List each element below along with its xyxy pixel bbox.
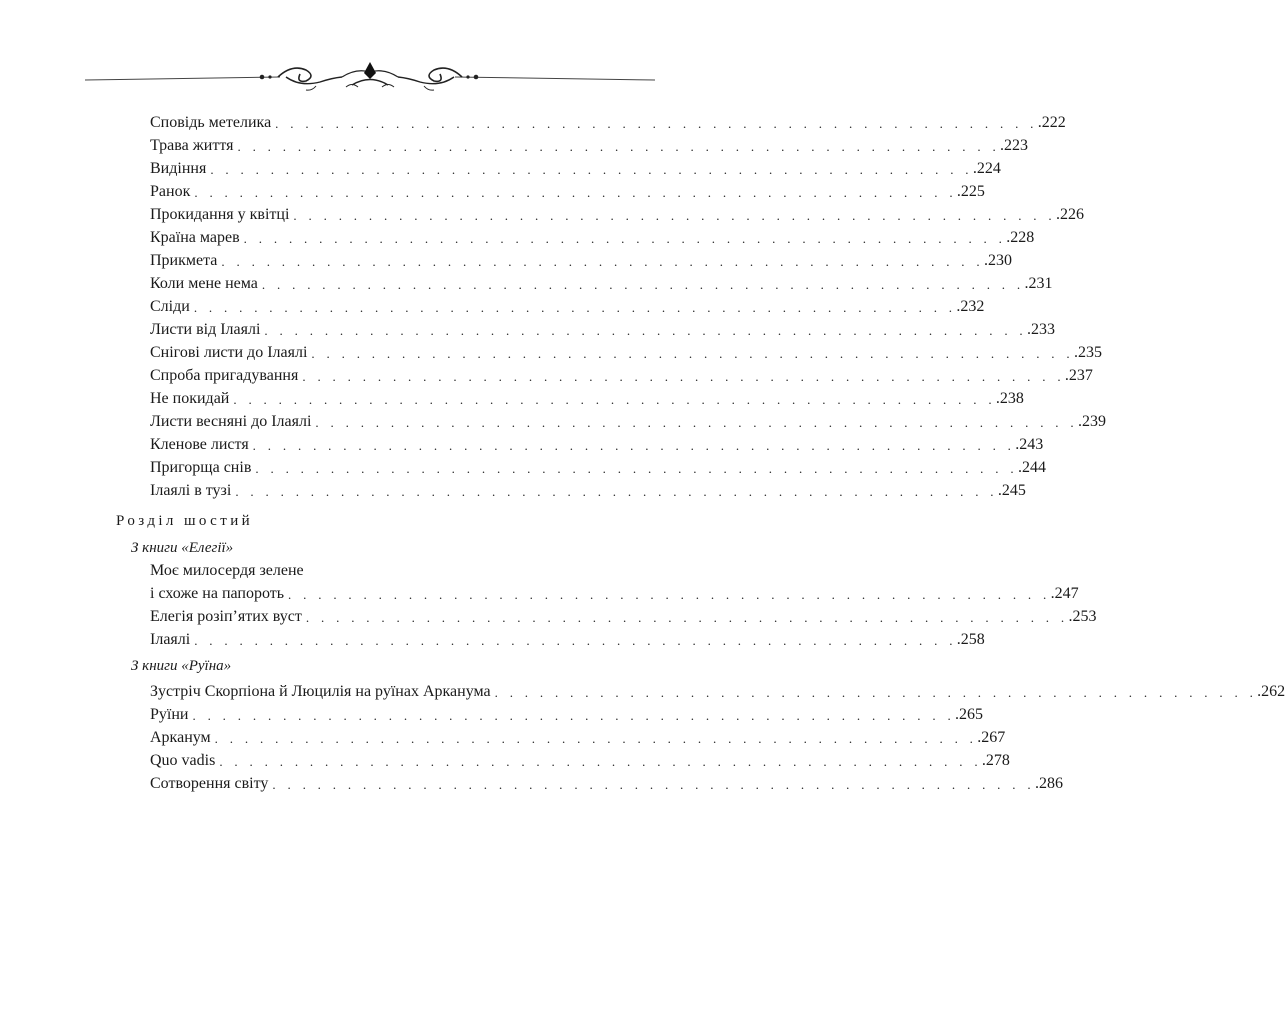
page-number: .225 xyxy=(956,183,985,200)
subsection-heading: З книги «Руїна» xyxy=(131,658,232,674)
entry-title: Ілаялі в тузі xyxy=(150,482,232,499)
page-number: .224 xyxy=(972,160,1001,177)
dot-leader: . . . . . . . . . . . . . . . . . . . . . . . . . . . . . . . . . . . . . . . . . . . . . . . . . . . xyxy=(255,461,1018,476)
dot-leader: . . . . . . . . . . . . . . . . . . . . . . . . . . . . . . . . . . . . . . . . . . . . . . . . . . . xyxy=(261,277,1025,292)
toc-entry xyxy=(150,581,1079,604)
entry-title: Коли мене нема xyxy=(150,275,258,292)
toc-entry xyxy=(150,363,1093,386)
page-number: .258 xyxy=(956,631,985,648)
entry-title-line: Моє милосердя зелене xyxy=(150,562,304,579)
toc-entry xyxy=(150,225,1035,248)
page-number: .226 xyxy=(1055,206,1084,223)
subsection-heading: З книги «Елегії» xyxy=(131,540,234,556)
dot-leader: . . . . . . . . . . . . . . . . . . . . . . . . . . . . . . . . . . . . . . . . . . . . . . . . . . . xyxy=(305,610,1069,625)
dot-leader: . . . . . . . . . . . . . . . . . . . . . . . . . . . . . . . . . . . . . . . . . . . . . . . . . . . xyxy=(272,777,1035,792)
dot-leader: . . . . . . . . . . . . . . . . . . . . . . . . . . . . . . . . . . . . . . . . . . . . . . . . . . . xyxy=(252,438,1016,453)
page-number: .267 xyxy=(977,729,1006,746)
toc-entry xyxy=(150,604,1097,627)
toc-entry xyxy=(150,455,1046,478)
page-number: .222 xyxy=(1037,114,1066,131)
dot-leader: . . . . . . . . . . . . . . . . . . . . . . . . . . . . . . . . . . . . . . . . . . . . . . . . . . . xyxy=(494,685,1258,700)
page-number: .228 xyxy=(1006,229,1035,246)
dot-leader: . . . . . . . . . . . . . . . . . . . . . . . . . . . . . . . . . . . . . . . . . . . . . . . . . . . xyxy=(302,369,1065,384)
dot-leader: . . . . . . . . . . . . . . . . . . . . . . . . . . . . . . . . . . . . . . . . . . . . . . . . . . . xyxy=(311,346,1074,361)
entry-title: Ілаялі xyxy=(150,631,191,648)
entry-title: Ранок xyxy=(150,183,191,200)
dot-leader: . . . . . . . . . . . . . . . . . . . . . . . . . . . . . . . . . . . . . . . . . . . . . . . . . . . xyxy=(288,587,1051,602)
section-heading: Розділ шостий xyxy=(116,513,254,529)
toc-entry xyxy=(150,271,1053,294)
toc-entry xyxy=(150,248,1012,271)
page-number: .223 xyxy=(1000,137,1029,154)
toc-entry xyxy=(150,409,1106,432)
entry-title: Сліди xyxy=(150,298,190,315)
page-number: .231 xyxy=(1024,275,1053,292)
dot-leader: . . . . . . . . . . . . . . . . . . . . . . . . . . . . . . . . . . . . . . . . . . . . . . . . . . . xyxy=(233,392,996,407)
entry-title: Снігові листи до Ілаялі xyxy=(150,344,308,361)
toc-entry xyxy=(150,679,1285,702)
header-ornament xyxy=(80,56,660,96)
dot-leader: . . . . . . . . . . . . . . . . . . . . . . . . . . . . . . . . . . . . . . . . . . . . . . . . . . . xyxy=(315,415,1078,430)
toc-entry xyxy=(150,179,985,202)
entry-title: Сотворення світу xyxy=(150,775,269,792)
toc-entry xyxy=(150,748,1010,771)
dot-leader: . . . . . . . . . . . . . . . . . . . . . . . . . . . . . . . . . . . . . . . . . . . . . . . . . . . xyxy=(194,633,957,648)
dot-leader: . . . . . . . . . . . . . . . . . . . . . . . . . . . . . . . . . . . . . . . . . . . . . . . . . . . xyxy=(237,139,1001,154)
page-number: .232 xyxy=(956,298,985,315)
page-number: .238 xyxy=(995,390,1024,407)
entry-title: Спроба пригадування xyxy=(150,367,299,384)
toc-entry xyxy=(150,156,1001,179)
toc-entry xyxy=(150,202,1084,225)
dot-leader: . . . . . . . . . . . . . . . . . . . . . . . . . . . . . . . . . . . . . . . . . . . . . . . . . . . xyxy=(221,254,984,269)
page-number: .286 xyxy=(1034,775,1063,792)
dot-leader: . . . . . . . . . . . . . . . . . . . . . . . . . . . . . . . . . . . . . . . . . . . . . . . . . . . xyxy=(264,323,1027,338)
entry-title: Пригорща снів xyxy=(150,459,252,476)
dot-leader: . . . . . . . . . . . . . . . . . . . . . . . . . . . . . . . . . . . . . . . . . . . . . . . . . . . xyxy=(293,208,1056,223)
entry-title: Кленове листя xyxy=(150,436,249,453)
toc-entry xyxy=(150,294,985,317)
toc-entry xyxy=(150,432,1044,455)
dot-leader: . . . . . . . . . . . . . . . . . . . . . . . . . . . . . . . . . . . . . . . . . . . . . . . . . . . xyxy=(192,708,956,723)
dot-leader: . . . . . . . . . . . . . . . . . . . . . . . . . . . . . . . . . . . . . . . . . . . . . . . . . . . xyxy=(210,162,973,177)
toc-entry xyxy=(150,702,984,725)
page-number: .262 xyxy=(1257,683,1285,700)
entry-title: Листи весняні до Ілаялі xyxy=(150,413,312,430)
entry-title: Руїни xyxy=(150,706,189,723)
entry-title: Елегія розіп’ятих вуст xyxy=(150,608,302,625)
page-number: .233 xyxy=(1026,321,1055,338)
toc-entry xyxy=(150,110,1066,133)
toc-entry xyxy=(150,725,1006,748)
dot-leader: . . . . . . . . . . . . . . . . . . . . . . . . . . . . . . . . . . . . . . . . . . . . . . . . . . . xyxy=(275,116,1038,131)
page-number: .230 xyxy=(983,252,1012,269)
page-number: .265 xyxy=(955,706,984,723)
entry-title: Quo vadis xyxy=(150,752,216,769)
page-number: .245 xyxy=(997,482,1026,499)
dot-leader: . . . . . . . . . . . . . . . . . . . . . . . . . . . . . . . . . . . . . . . . . . . . . . . . . . . xyxy=(194,185,957,200)
page-number: .239 xyxy=(1077,413,1106,430)
entry-title: Сповідь метелика xyxy=(150,114,272,131)
dot-leader: . . . . . . . . . . . . . . . . . . . . . . . . . . . . . . . . . . . . . . . . . . . . . . . . . . . xyxy=(193,300,957,315)
toc-entry xyxy=(150,627,985,650)
entry-title: Трава життя xyxy=(150,137,234,154)
entry-title: Прокидання у квітці xyxy=(150,206,290,223)
dot-leader: . . . . . . . . . . . . . . . . . . . . . . . . . . . . . . . . . . . . . . . . . . . . . . . . . . . xyxy=(235,484,998,499)
page-number: .247 xyxy=(1050,585,1079,602)
toc-entry xyxy=(150,317,1055,340)
entry-title: і схоже на папороть xyxy=(150,585,285,602)
page-number: .253 xyxy=(1068,608,1097,625)
toc-entry xyxy=(150,340,1102,363)
entry-title: Прикмета xyxy=(150,252,218,269)
entry-title: Зустріч Скорпіона й Люцилія на руїнах Арканума xyxy=(150,683,491,700)
toc-entry xyxy=(150,771,1063,794)
page-number: .278 xyxy=(981,752,1010,769)
page-number: .235 xyxy=(1073,344,1102,361)
toc-entry xyxy=(150,478,1026,501)
dot-leader: . . . . . . . . . . . . . . . . . . . . . . . . . . . . . . . . . . . . . . . . . . . . . . . . . . . xyxy=(219,754,982,769)
toc-entry xyxy=(150,133,1029,156)
entry-title: Листи від Ілаялі xyxy=(150,321,261,338)
entry-title: Видіння xyxy=(150,160,207,177)
dot-leader: . . . . . . . . . . . . . . . . . . . . . . . . . . . . . . . . . . . . . . . . . . . . . . . . . . . xyxy=(243,231,1007,246)
page-number: .237 xyxy=(1064,367,1093,384)
page-number: .243 xyxy=(1015,436,1044,453)
entry-title: Арканум xyxy=(150,729,211,746)
entry-title: Не покидай xyxy=(150,390,230,407)
toc-entry xyxy=(150,386,1024,409)
page-number: .244 xyxy=(1017,459,1046,476)
entry-title: Країна марев xyxy=(150,229,240,246)
dot-leader: . . . . . . . . . . . . . . . . . . . . . . . . . . . . . . . . . . . . . . . . . . . . . . . . . . . xyxy=(214,731,978,746)
